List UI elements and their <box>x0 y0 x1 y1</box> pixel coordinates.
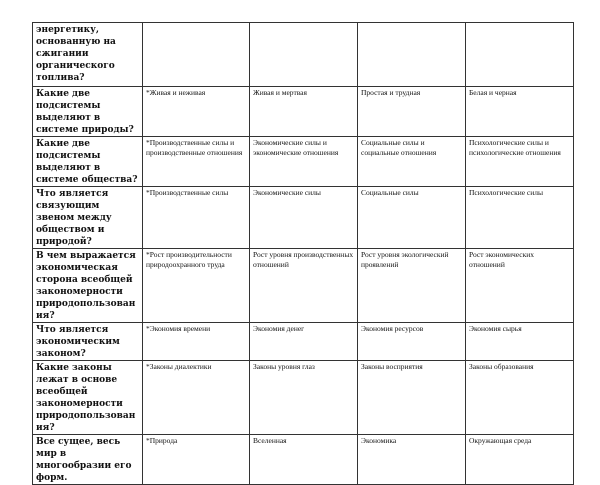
answer-cell: Экономия денег <box>250 323 358 361</box>
answer-cell: *Природа <box>143 435 250 485</box>
answer-cell: *Живая и неживая <box>143 87 250 137</box>
answer-cell: Психологические силы и психологические отношения <box>466 137 574 187</box>
answer-cell: Экономика <box>358 435 466 485</box>
question-cell: Что является экономическим законом? <box>33 323 143 361</box>
table-row <box>33 23 574 87</box>
answer-cell: Психологические силы <box>466 187 574 249</box>
quiz-table <box>32 22 574 485</box>
question-cell: Все сущее, весь мир в многообразии его форм. <box>33 435 143 485</box>
answer-cell <box>250 23 358 87</box>
answer-cell <box>143 23 250 87</box>
answer-cell: *Экономия времени <box>143 323 250 361</box>
answer-cell: Рост уровня производственных отношений <box>250 249 358 323</box>
answer-cell: Социальные силы <box>358 187 466 249</box>
answer-cell: *Рост производительности природоохранного труда <box>143 249 250 323</box>
table-row <box>33 323 574 361</box>
answer-cell: Экономия сырья <box>466 323 574 361</box>
question-cell: Какие две подсистемы выделяют в системе природы? <box>33 87 143 137</box>
table-row <box>33 87 574 137</box>
question-cell: Какие две подсистемы выделяют в системе общества? <box>33 137 143 187</box>
table-row <box>33 361 574 435</box>
answer-cell <box>466 23 574 87</box>
answer-cell: Законы образования <box>466 361 574 435</box>
question-cell: Какие законы лежат в основе всеобщей закономерности природопользования? <box>33 361 143 435</box>
answer-cell: Законы восприятия <box>358 361 466 435</box>
table-row <box>33 435 574 485</box>
answer-cell: Законы уровня глаз <box>250 361 358 435</box>
answer-cell: *Производственные силы и производственные отношения <box>143 137 250 187</box>
answer-cell: Экономические силы и экономические отношения <box>250 137 358 187</box>
answer-cell: *Законы диалектики <box>143 361 250 435</box>
answer-cell: Социальные силы и социальные отношения <box>358 137 466 187</box>
answer-cell: Рост уровня экологический проявлений <box>358 249 466 323</box>
answer-cell: Простая и трудная <box>358 87 466 137</box>
answer-cell: Окружающая среда <box>466 435 574 485</box>
answer-cell: Экономические силы <box>250 187 358 249</box>
table-row <box>33 137 574 187</box>
table-row <box>33 249 574 323</box>
answer-cell <box>358 23 466 87</box>
answer-cell: Живая и мертвая <box>250 87 358 137</box>
answer-cell: Рост экономических отношений <box>466 249 574 323</box>
answer-cell: Экономия ресурсов <box>358 323 466 361</box>
table-row <box>33 187 574 249</box>
question-cell: Что является связующим звеном между обществом и природой? <box>33 187 143 249</box>
answer-cell: *Производственные силы <box>143 187 250 249</box>
answer-cell: Белая и черная <box>466 87 574 137</box>
question-cell: энергетику, основанную на сжигании органического топлива? <box>33 23 143 87</box>
question-cell: В чем выражается экономическая сторона всеобщей закономерности природопользования? <box>33 249 143 323</box>
answer-cell: Вселенная <box>250 435 358 485</box>
